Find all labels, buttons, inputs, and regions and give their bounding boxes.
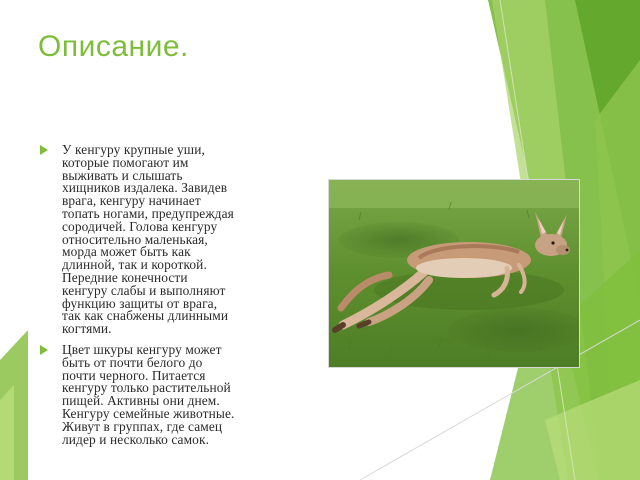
text-line: У кенгуру крупные уши, <box>62 142 205 157</box>
kangaroo-photo <box>329 180 579 367</box>
text-line: Цвет шкуры кенгуру может <box>62 341 222 357</box>
text-line: лидер и несколько самок. <box>62 431 210 447</box>
text-line: Передние конечности <box>62 269 188 285</box>
text-line: быть от почти белого до <box>62 354 203 370</box>
text-line: сородичей. Голова кенгуру <box>62 218 218 234</box>
text-line: длинной, так и короткой. <box>62 257 207 273</box>
paragraph-color <box>40 341 312 447</box>
text-line: кенгуру слабы и выполняют <box>62 282 226 298</box>
text-line: так как снабжены длинными <box>62 308 229 324</box>
text-line: хищников издалека. Завидев <box>62 180 228 196</box>
paragraph-text <box>62 341 312 447</box>
text-line: топать ногами, предупреждая <box>62 205 234 221</box>
text-line: кенгуру только растительной <box>62 380 231 396</box>
text-line: почти черного. Питается <box>62 367 206 383</box>
text-line: Кенгуру семейные животные. <box>62 405 235 421</box>
bullet-arrow-icon <box>40 345 48 355</box>
slide-title: Описание. <box>38 30 189 63</box>
text-line: выживать и слышать <box>62 167 183 183</box>
paragraph-ears <box>40 144 312 336</box>
text-line: Живут в группах, где самец <box>62 418 223 434</box>
text-line: которые помогают им <box>62 154 189 170</box>
text-line: пищей. Активны они днем. <box>62 393 220 409</box>
slide-body <box>40 144 312 454</box>
paragraph-text <box>62 144 312 336</box>
text-line: морда может быть как <box>62 244 191 260</box>
text-line: врага, кенгуру начинает <box>62 193 201 209</box>
text-line: когтями. <box>62 321 112 337</box>
kangaroo-icon <box>329 180 579 367</box>
text-line: функцию защиты от врага, <box>62 295 218 311</box>
bullet-arrow-icon <box>40 145 48 155</box>
text-line: относительно маленькая, <box>62 231 208 247</box>
